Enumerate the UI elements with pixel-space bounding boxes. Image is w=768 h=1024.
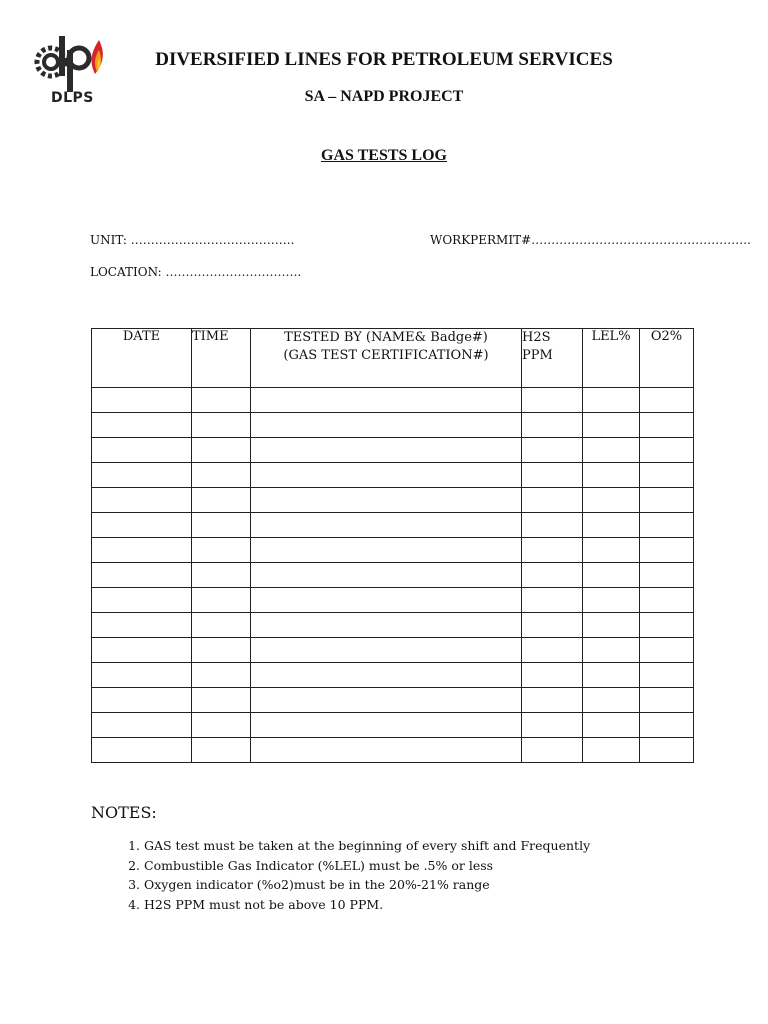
cell-time[interactable]: [192, 688, 251, 713]
cell-h2s[interactable]: [522, 538, 583, 563]
notes-heading: NOTES:: [91, 803, 157, 822]
cell-date[interactable]: [92, 713, 192, 738]
cell-tested-by[interactable]: [251, 513, 522, 538]
cell-tested-by[interactable]: [251, 713, 522, 738]
logo-wordmark: DLPS: [51, 90, 94, 106]
cell-lel[interactable]: [583, 538, 640, 563]
h2s-line-2: PPM: [522, 348, 553, 363]
cell-time[interactable]: [192, 488, 251, 513]
table-row: [92, 713, 694, 738]
cell-lel[interactable]: [583, 488, 640, 513]
cell-h2s[interactable]: [522, 688, 583, 713]
table-row: [92, 488, 694, 513]
cell-date[interactable]: [92, 613, 192, 638]
cell-lel[interactable]: [583, 588, 640, 613]
cell-o2[interactable]: [640, 388, 694, 413]
cell-o2[interactable]: [640, 613, 694, 638]
column-header-time: TIME: [192, 329, 251, 388]
tested-by-line-2: (GAS TEST CERTIFICATION#): [283, 348, 489, 363]
cell-date[interactable]: [92, 413, 192, 438]
table-row: [92, 588, 694, 613]
table-row: [92, 613, 694, 638]
table-row: [92, 438, 694, 463]
cell-h2s[interactable]: [522, 563, 583, 588]
cell-tested-by[interactable]: [251, 688, 522, 713]
cell-date[interactable]: [92, 463, 192, 488]
table-row: [92, 388, 694, 413]
cell-o2[interactable]: [640, 463, 694, 488]
cell-time[interactable]: [192, 513, 251, 538]
cell-lel[interactable]: [583, 663, 640, 688]
cell-time[interactable]: [192, 588, 251, 613]
cell-tested-by[interactable]: [251, 738, 522, 763]
table-row: [92, 463, 694, 488]
location-field[interactable]: LOCATION: …………………………….: [90, 265, 302, 279]
note-item: 1. GAS test must be taken at the beginning of every shift and Frequently: [144, 836, 744, 856]
cell-tested-by[interactable]: [251, 538, 522, 563]
cell-date[interactable]: [92, 438, 192, 463]
cell-h2s[interactable]: [522, 738, 583, 763]
cell-o2[interactable]: [640, 563, 694, 588]
cell-time[interactable]: [192, 738, 251, 763]
cell-date[interactable]: [92, 488, 192, 513]
cell-h2s[interactable]: [522, 663, 583, 688]
table-row: [92, 513, 694, 538]
cell-tested-by[interactable]: [251, 438, 522, 463]
cell-tested-by[interactable]: [251, 613, 522, 638]
cell-time[interactable]: [192, 638, 251, 663]
cell-h2s[interactable]: [522, 613, 583, 638]
cell-o2[interactable]: [640, 538, 694, 563]
cell-lel[interactable]: [583, 463, 640, 488]
cell-date[interactable]: [92, 638, 192, 663]
cell-tested-by[interactable]: [251, 663, 522, 688]
table-row: [92, 413, 694, 438]
cell-time[interactable]: [192, 713, 251, 738]
note-item: 4. H2S PPM must not be above 10 PPM.: [144, 895, 744, 915]
cell-lel[interactable]: [583, 438, 640, 463]
cell-h2s[interactable]: [522, 638, 583, 663]
column-header-tested-by: [251, 329, 522, 388]
cell-lel[interactable]: [583, 713, 640, 738]
cell-o2[interactable]: [640, 588, 694, 613]
cell-date[interactable]: [92, 738, 192, 763]
project-name: SA – NAPD PROJECT: [304, 88, 464, 105]
cell-tested-by[interactable]: [251, 588, 522, 613]
gas-test-log-table: [91, 328, 694, 763]
cell-o2[interactable]: [640, 438, 694, 463]
cell-h2s[interactable]: [522, 413, 583, 438]
cell-time[interactable]: [192, 438, 251, 463]
column-header-lel: LEL%: [583, 329, 640, 388]
cell-date[interactable]: [92, 388, 192, 413]
cell-o2[interactable]: [640, 663, 694, 688]
cell-h2s[interactable]: [522, 488, 583, 513]
cell-lel[interactable]: [583, 688, 640, 713]
note-item: 2. Combustible Gas Indicator (%LEL) must be .5% or less: [144, 856, 744, 876]
note-item: 3. Oxygen indicator (%o2)must be in the 20%-21% range: [144, 875, 744, 895]
cell-time[interactable]: [192, 388, 251, 413]
cell-time[interactable]: [192, 413, 251, 438]
cell-o2[interactable]: [640, 413, 694, 438]
cell-lel[interactable]: [583, 388, 640, 413]
cell-time[interactable]: [192, 563, 251, 588]
cell-tested-by[interactable]: [251, 388, 522, 413]
table-row: [92, 563, 694, 588]
cell-time[interactable]: [192, 463, 251, 488]
cell-lel[interactable]: [583, 638, 640, 663]
cell-tested-by[interactable]: [251, 463, 522, 488]
h2s-line-1: H2S: [522, 330, 551, 345]
cell-o2[interactable]: [640, 688, 694, 713]
cell-o2[interactable]: [640, 713, 694, 738]
cell-h2s[interactable]: [522, 438, 583, 463]
cell-o2[interactable]: [640, 638, 694, 663]
cell-lel[interactable]: [583, 563, 640, 588]
cell-time[interactable]: [192, 538, 251, 563]
cell-tested-by[interactable]: [251, 413, 522, 438]
cell-h2s[interactable]: [522, 513, 583, 538]
cell-lel[interactable]: [583, 613, 640, 638]
cell-date[interactable]: [92, 688, 192, 713]
cell-time[interactable]: [192, 613, 251, 638]
cell-date[interactable]: [92, 538, 192, 563]
table-row: [92, 638, 694, 663]
cell-tested-by[interactable]: [251, 638, 522, 663]
cell-date[interactable]: [92, 588, 192, 613]
cell-lel[interactable]: [583, 413, 640, 438]
cell-date[interactable]: [92, 663, 192, 688]
document-title: GAS TESTS LOG: [321, 147, 447, 164]
notes-list: [102, 836, 744, 914]
cell-tested-by[interactable]: [251, 563, 522, 588]
tested-by-line-1: TESTED BY (NAME& Badge#): [284, 330, 488, 345]
cell-date[interactable]: [92, 563, 192, 588]
cell-time[interactable]: [192, 663, 251, 688]
table-row: [92, 663, 694, 688]
cell-o2[interactable]: [640, 513, 694, 538]
cell-lel[interactable]: [583, 738, 640, 763]
cell-tested-by[interactable]: [251, 488, 522, 513]
unit-field[interactable]: UNIT: …………………………………..: [90, 233, 295, 247]
cell-h2s[interactable]: [522, 588, 583, 613]
cell-h2s[interactable]: [522, 713, 583, 738]
column-header-o2: O2%: [640, 329, 694, 388]
cell-o2[interactable]: [640, 488, 694, 513]
table-row: [92, 688, 694, 713]
workpermit-field[interactable]: WORKPERMIT#……………………………………………….: [430, 233, 751, 247]
company-name: DIVERSIFIED LINES FOR PETROLEUM SERVICES: [155, 49, 613, 70]
table-row: [92, 538, 694, 563]
cell-date[interactable]: [92, 513, 192, 538]
table-body: [92, 388, 694, 763]
cell-o2[interactable]: [640, 738, 694, 763]
table-row: [92, 738, 694, 763]
column-header-h2s: [522, 329, 583, 388]
table-header-row: [92, 329, 694, 388]
cell-h2s[interactable]: [522, 463, 583, 488]
column-header-date: DATE: [92, 329, 192, 388]
cell-h2s[interactable]: [522, 388, 583, 413]
cell-lel[interactable]: [583, 513, 640, 538]
